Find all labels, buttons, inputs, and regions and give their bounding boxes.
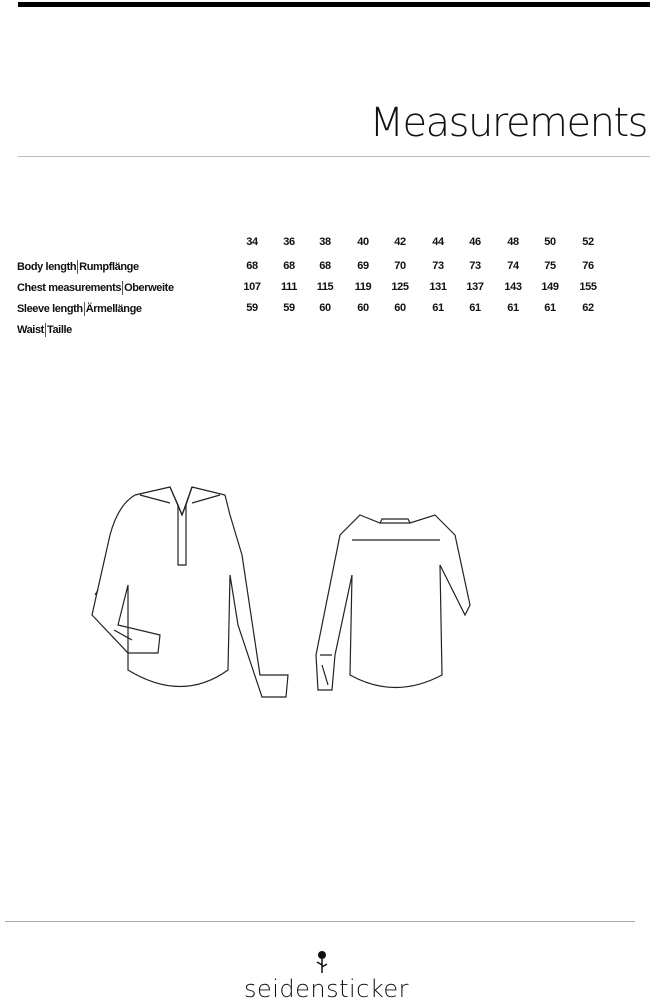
table-row [0, 260, 653, 276]
cell-value: 61 [544, 302, 556, 314]
brand-logo: seidensticker [243, 975, 410, 1003]
cell-value: 59 [246, 302, 258, 314]
table-row [0, 302, 653, 318]
size-header-row [0, 236, 653, 252]
blouse-back [316, 515, 470, 690]
cell-value: 111 [281, 281, 297, 293]
label-de: Oberweite [124, 281, 174, 294]
cell-value: 143 [504, 281, 522, 293]
label-separator [77, 260, 78, 274]
cell-value: 75 [544, 260, 556, 272]
label-separator [122, 281, 123, 295]
label-en: Waist [17, 323, 44, 336]
top-rule [18, 2, 650, 7]
label-en: Chest measurements [17, 281, 122, 294]
cell-value: 131 [429, 281, 447, 293]
table-row [0, 281, 653, 297]
cell-value: 69 [357, 260, 369, 272]
cell-value: 59 [283, 302, 295, 314]
label-separator [45, 323, 46, 337]
size-header: 34 [246, 236, 258, 248]
rose-logo-icon [314, 950, 330, 974]
page-title: Measurements [369, 100, 647, 146]
cell-value: 137 [466, 281, 484, 293]
cell-value: 61 [469, 302, 481, 314]
cell-value: 60 [357, 302, 369, 314]
cell-value: 107 [243, 281, 261, 293]
size-header: 40 [357, 236, 369, 248]
cell-value: 149 [541, 281, 559, 293]
cell-value: 70 [394, 260, 406, 272]
size-header: 36 [283, 236, 295, 248]
size-header: 38 [319, 236, 331, 248]
cell-value: 155 [579, 281, 597, 293]
cell-value: 68 [246, 260, 258, 272]
cell-value: 62 [582, 302, 594, 314]
label-de: Rumpflänge [79, 260, 139, 273]
size-header: 50 [544, 236, 556, 248]
row-label [17, 260, 139, 274]
label-separator [84, 302, 85, 316]
cell-value: 68 [283, 260, 295, 272]
cell-value: 68 [319, 260, 331, 272]
label-de: Taille [46, 323, 72, 336]
blouse-front [92, 487, 288, 697]
cell-value: 60 [394, 302, 406, 314]
size-header: 42 [394, 236, 406, 248]
row-label [17, 302, 142, 316]
cell-value: 76 [582, 260, 594, 272]
size-header: 46 [469, 236, 481, 248]
cell-value: 61 [507, 302, 519, 314]
blouse-technical-drawing [70, 475, 490, 705]
cell-value: 74 [507, 260, 519, 272]
cell-value: 115 [316, 281, 334, 293]
size-header: 44 [432, 236, 444, 248]
divider [5, 921, 635, 922]
size-header: 48 [507, 236, 519, 248]
cell-value: 119 [354, 281, 372, 293]
cell-value: 60 [319, 302, 331, 314]
cell-value: 125 [391, 281, 409, 293]
label-de: Ärmellänge [85, 302, 142, 315]
row-label [17, 281, 174, 295]
label-en: Body length [17, 260, 77, 273]
table-row [0, 323, 653, 339]
cell-value: 73 [432, 260, 444, 272]
cell-value: 73 [469, 260, 481, 272]
divider [18, 156, 650, 157]
row-label [17, 323, 72, 337]
size-header: 52 [582, 236, 594, 248]
label-en: Sleeve length [17, 302, 83, 315]
cell-value: 61 [432, 302, 444, 314]
